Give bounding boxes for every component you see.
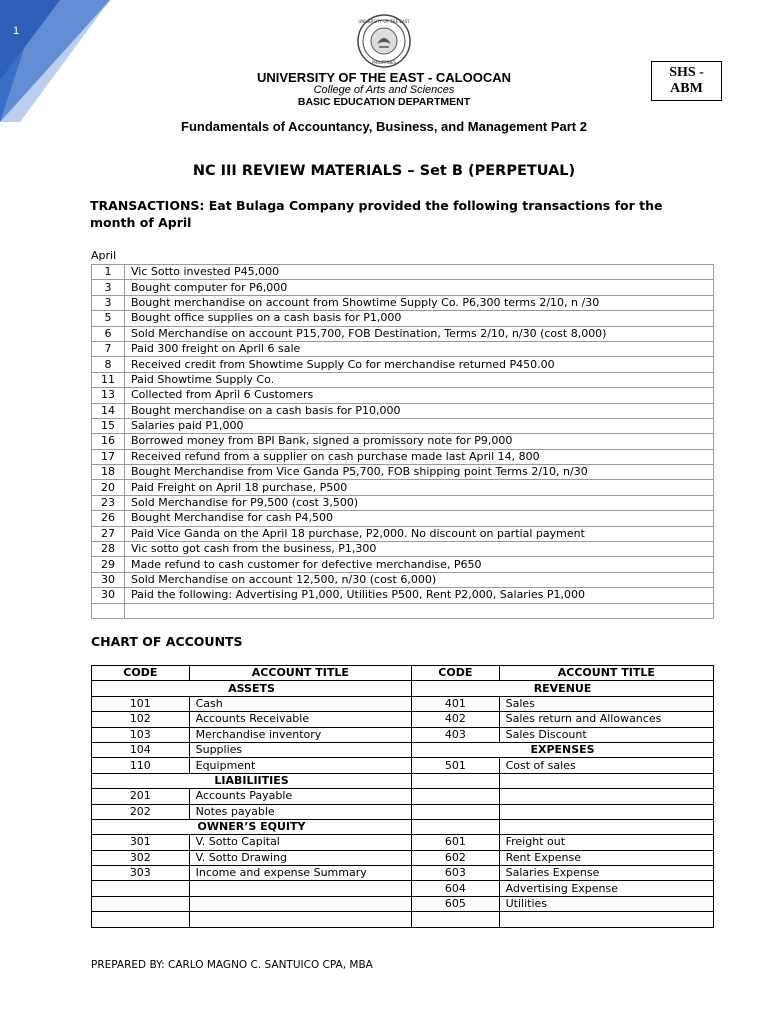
chart-of-accounts-table <box>91 665 714 928</box>
coa-account-title: Rent Expense <box>499 850 713 865</box>
coa-account-title: Cost of sales <box>499 758 713 773</box>
coa-account-title: Sales <box>499 696 713 711</box>
transaction-text: Paid the following: Advertising P1,000, Utilities P500, Rent P2,000, Salaries P1,000 <box>125 588 714 603</box>
coa-account-title: Freight out <box>499 835 713 850</box>
transaction-day: 26 <box>92 511 125 526</box>
transaction-day: 16 <box>92 434 125 449</box>
coa-section-heading: REVENUE <box>412 681 714 696</box>
transaction-row <box>92 280 714 295</box>
transaction-row <box>92 265 714 280</box>
transaction-text: Received refund from a supplier on cash purchase made last April 14, 800 <box>125 449 714 464</box>
transaction-day: 23 <box>92 495 125 510</box>
coa-account-title: Accounts Receivable <box>189 712 411 727</box>
coa-code: 402 <box>412 712 500 727</box>
coa-account-title: Salaries Expense <box>499 866 713 881</box>
coa-header-code-right: CODE <box>412 666 500 681</box>
transaction-row <box>92 542 714 557</box>
coa-account-title: Notes payable <box>189 804 411 819</box>
transaction-text: Sold Merchandise on account 12,500, n/30 (cost 6,000) <box>125 572 714 587</box>
coa-account-title: Advertising Expense <box>499 881 713 896</box>
coa-section-heading: ASSETS <box>92 681 412 696</box>
transaction-day: 1 <box>92 265 125 280</box>
strand-line2: ABM <box>670 81 703 96</box>
transactions-intro: TRANSACTIONS: Eat Bulaga Company provided the following transactions for the month of April <box>90 198 663 230</box>
coa-code: 303 <box>92 866 190 881</box>
coa-code: 603 <box>412 866 500 881</box>
page-number: 1 <box>13 25 20 37</box>
transaction-row <box>92 603 714 618</box>
coa-code: 201 <box>92 789 190 804</box>
prepared-by: PREPARED BY: CARLO MAGNO C. SANTUICO CPA, MBA <box>91 959 373 971</box>
coa-account-title <box>499 773 713 788</box>
transaction-row <box>92 511 714 526</box>
transaction-day: 28 <box>92 542 125 557</box>
coa-row <box>92 758 714 773</box>
coa-account-title: Sales Discount <box>499 727 713 742</box>
transaction-day: 8 <box>92 357 125 372</box>
coa-header-code-left: CODE <box>92 666 190 681</box>
transaction-text: Made refund to cash customer for defective merchandise, P650 <box>125 557 714 572</box>
transaction-row <box>92 526 714 541</box>
coa-code <box>412 773 500 788</box>
transaction-row <box>92 372 714 387</box>
coa-code: 403 <box>412 727 500 742</box>
coa-code: 103 <box>92 727 190 742</box>
coa-header-title-right: ACCOUNT TITLE <box>499 666 713 681</box>
transaction-day <box>92 603 125 618</box>
transaction-text: Bought computer for P6,000 <box>125 280 714 295</box>
coa-code <box>412 912 500 927</box>
transaction-row <box>92 572 714 587</box>
transaction-day: 11 <box>92 372 125 387</box>
transaction-row <box>92 480 714 495</box>
transaction-text: Bought Merchandise for cash P4,500 <box>125 511 714 526</box>
transaction-day: 18 <box>92 465 125 480</box>
transaction-text: Bought merchandise on a cash basis for P10,000 <box>125 403 714 418</box>
strand-line1: SHS - <box>669 65 704 80</box>
coa-row <box>92 896 714 911</box>
transaction-day: 3 <box>92 295 125 310</box>
transaction-text: Salaries paid P1,000 <box>125 418 714 433</box>
transaction-row <box>92 449 714 464</box>
transaction-row <box>92 357 714 372</box>
coa-code: 602 <box>412 850 500 865</box>
transaction-text: Collected from April 6 Customers <box>125 388 714 403</box>
transaction-row <box>92 465 714 480</box>
university-name: UNIVERSITY OF THE EAST - CALOOCAN <box>257 70 511 85</box>
coa-code: 604 <box>412 881 500 896</box>
coa-code: 104 <box>92 742 190 757</box>
coa-row <box>92 727 714 742</box>
transaction-text: Paid Freight on April 18 purchase, P500 <box>125 480 714 495</box>
coa-account-title <box>189 881 411 896</box>
coa-row <box>92 881 714 896</box>
coa-code: 101 <box>92 696 190 711</box>
transaction-text: Sold Merchandise for P9,500 (cost 3,500) <box>125 495 714 510</box>
coa-account-title: Supplies <box>189 742 411 757</box>
transaction-row <box>92 311 714 326</box>
coa-account-title <box>189 912 411 927</box>
subject-title: Fundamentals of Accountancy, Business, and Management Part 2 <box>181 119 587 134</box>
coa-account-title <box>499 912 713 927</box>
department-name: BASIC EDUCATION DEPARTMENT <box>297 96 471 108</box>
chart-of-accounts-title: CHART OF ACCOUNTS <box>91 634 243 649</box>
coa-row <box>92 835 714 850</box>
coa-row <box>92 742 714 757</box>
coa-section-heading: LIABILIITIES <box>92 773 412 788</box>
coa-account-title: Accounts Payable <box>189 789 411 804</box>
coa-row <box>92 850 714 865</box>
coa-section-heading: OWNER’S EQUITY <box>92 819 412 834</box>
coa-account-title: Income and expense Summary <box>189 866 411 881</box>
coa-code: 301 <box>92 835 190 850</box>
transaction-day: 27 <box>92 526 125 541</box>
transaction-day: 29 <box>92 557 125 572</box>
coa-account-title: Cash <box>189 696 411 711</box>
university-seal-icon <box>357 14 411 68</box>
coa-code <box>412 789 500 804</box>
coa-code: 110 <box>92 758 190 773</box>
coa-account-title <box>189 896 411 911</box>
transaction-day: 20 <box>92 480 125 495</box>
coa-code <box>92 896 190 911</box>
coa-row <box>92 789 714 804</box>
transaction-row <box>92 418 714 433</box>
transaction-day: 30 <box>92 588 125 603</box>
coa-account-title <box>499 804 713 819</box>
transaction-row <box>92 588 714 603</box>
coa-code: 202 <box>92 804 190 819</box>
transaction-day: 3 <box>92 280 125 295</box>
coa-code: 605 <box>412 896 500 911</box>
transaction-text: Bought merchandise on account from Showtime Supply Co. P6,300 terms 2/10, n /30 <box>125 295 714 310</box>
transaction-row <box>92 495 714 510</box>
coa-row <box>92 819 714 834</box>
college-name: College of Arts and Sciences <box>313 84 455 96</box>
transaction-day: 5 <box>92 311 125 326</box>
transaction-row <box>92 295 714 310</box>
transaction-text: Bought office supplies on a cash basis for P1,000 <box>125 311 714 326</box>
coa-account-title: Merchandise inventory <box>189 727 411 742</box>
transaction-text: Paid Showtime Supply Co. <box>125 372 714 387</box>
transaction-day: 30 <box>92 572 125 587</box>
document-title: NC III REVIEW MATERIALS – Set B (PERPETUAL) <box>192 163 576 179</box>
transaction-text: Paid Vice Ganda on the April 18 purchase, P2,000. No discount on partial payment <box>125 526 714 541</box>
coa-account-title <box>499 789 713 804</box>
seal-text-top: UNIVERSITY OF THE EAST <box>358 19 410 24</box>
transaction-day: 6 <box>92 326 125 341</box>
transaction-text: Paid 300 freight on April 6 sale <box>125 341 714 356</box>
coa-row <box>92 712 714 727</box>
transaction-day: 14 <box>92 403 125 418</box>
transaction-day: 15 <box>92 418 125 433</box>
coa-account-title: Equipment <box>189 758 411 773</box>
coa-code <box>412 804 500 819</box>
transaction-row <box>92 326 714 341</box>
transaction-day: 7 <box>92 341 125 356</box>
transaction-text: Vic Sotto invested P45,000 <box>125 265 714 280</box>
coa-row <box>92 773 714 788</box>
transaction-row <box>92 557 714 572</box>
coa-row <box>92 681 714 696</box>
month-label: April <box>91 249 117 262</box>
transactions-table <box>91 264 714 619</box>
coa-header-row <box>92 666 714 681</box>
coa-account-title <box>499 819 713 834</box>
transaction-text: Borrowed money from BPI Bank, signed a promissory note for P9,000 <box>125 434 714 449</box>
coa-account-title: V. Sotto Drawing <box>189 850 411 865</box>
coa-account-title: V. Sotto Capital <box>189 835 411 850</box>
coa-account-title: Utilities <box>499 896 713 911</box>
transaction-day: 13 <box>92 388 125 403</box>
coa-account-title: Sales return and Allowances <box>499 712 713 727</box>
coa-code: 601 <box>412 835 500 850</box>
transaction-text: Bought Merchandise from Vice Ganda P5,700, FOB shipping point Terms 2/10, n/30 <box>125 465 714 480</box>
coa-code <box>92 881 190 896</box>
coa-header-title-left: ACCOUNT TITLE <box>189 666 411 681</box>
transaction-row <box>92 434 714 449</box>
coa-row <box>92 804 714 819</box>
coa-code: 501 <box>412 758 500 773</box>
coa-row <box>92 866 714 881</box>
coa-section-heading: EXPENSES <box>412 742 714 757</box>
transaction-row <box>92 341 714 356</box>
coa-code: 302 <box>92 850 190 865</box>
coa-code <box>92 912 190 927</box>
transaction-text: Sold Merchandise on account P15,700, FOB Destination, Terms 2/10, n/30 (cost 8,000) <box>125 326 714 341</box>
transaction-day: 17 <box>92 449 125 464</box>
transaction-text: Received credit from Showtime Supply Co for merchandise returned P450.00 <box>125 357 714 372</box>
seal-text-bottom: PHILIPPINES <box>371 60 397 65</box>
coa-code <box>412 819 500 834</box>
transaction-row <box>92 403 714 418</box>
coa-row <box>92 912 714 927</box>
coa-code: 401 <box>412 696 500 711</box>
coa-code: 102 <box>92 712 190 727</box>
transaction-text: Vic sotto got cash from the business, P1,300 <box>125 542 714 557</box>
transaction-row <box>92 388 714 403</box>
transaction-text <box>125 603 714 618</box>
coa-row <box>92 696 714 711</box>
